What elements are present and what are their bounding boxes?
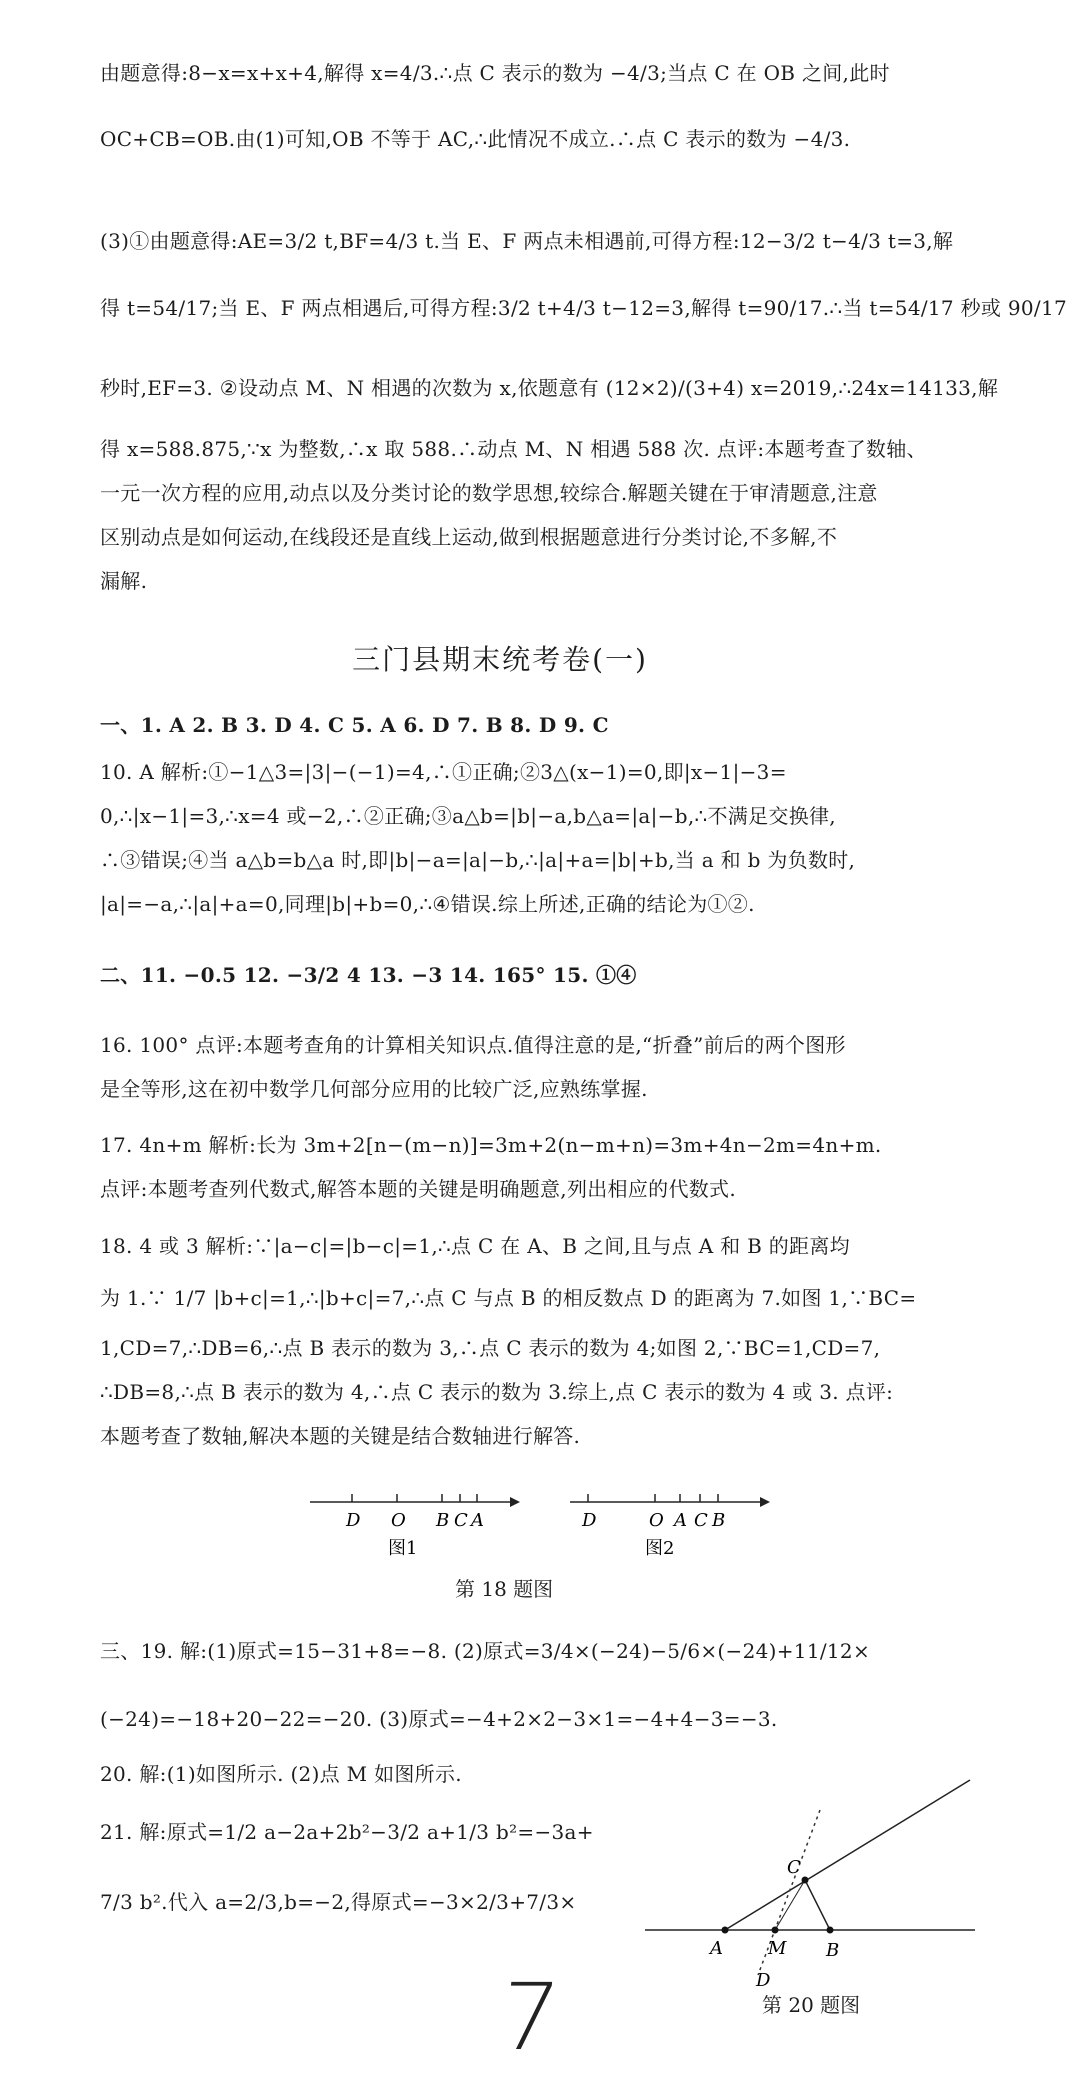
q18-line-2: 为 1.∵ 1/7 |b+c|=1,∴|b+c|=7,∴点 C 与点 B 的相反数点 D 的距离为 7.如图 1,∵BC= [100,1286,917,1310]
figure-20-caption: 第 20 题图 [762,1993,861,2017]
fig1-label-b: B [436,1510,450,1531]
q17-line-2: 点评:本题考查列代数式,解答本题的关键是明确题意,列出相应的代数式. [100,1177,737,1201]
prev-solution-line-7: 一元一次方程的应用,动点以及分类讨论的数学思想,较综合.解题关键在于审清题意,注意 [100,481,878,505]
point-c [802,1877,809,1884]
fig20-label-b: B [826,1940,840,1961]
fig1-label-o: O [391,1510,406,1531]
figure-20 [640,1770,980,1990]
fig2-label-c: C [694,1510,708,1531]
fig1-caption: 图1 [388,1538,418,1559]
q10-line-4: |a|=−a,∴|a|+a=0,同理|b|+b=0,∴④错误.综上所述,正确的结论为①②. [100,892,755,916]
fig2-label-d: D [582,1510,597,1531]
prev-solution-line-6: 得 x=588.875,∵x 为整数,∴x 取 588.∴动点 M、N 相遇 588 次. 点评:本题考查了数轴、 [100,437,927,461]
prev-solution-line-9: 漏解. [100,569,148,593]
q18-line-1: 18. 4 或 3 解析:∵|a−c|=|b−c|=1,∴点 C 在 A、B 之间,且与点 A 和 B 的距离均 [100,1234,850,1258]
q18-line-4: ∴DB=8,∴点 B 表示的数为 4,∴点 C 表示的数为 3.综上,点 C 表示的数为 4 或 3. 点评: [100,1380,894,1404]
fig20-label-c: C [787,1857,801,1878]
fig2-caption: 图2 [645,1538,675,1559]
fig2-label-b: B [712,1510,726,1531]
prev-solution-line-2: OC+CB=OB.由(1)可知,OB 不等于 AC,∴此情况不成立.∴点 C 表示的数为 −4/3. [100,127,851,151]
q21-line-1: 21. 解:原式=1/2 a−2a+2b²−3/2 a+1/3 b²=−3a+ [100,1820,594,1844]
fill-answers: 二、11. −0.5 12. −3/2 4 13. −3 14. 165° 15. ①④ [100,963,637,987]
prev-solution-line-1: 由题意得:8−x=x+x+4,解得 x=4/3.∴点 C 表示的数为 −4/3;当点 C 在 OB 之间,此时 [100,61,890,85]
page-number: 7 [494,1964,565,2071]
figure-18-caption: 第 18 题图 [455,1577,554,1601]
q21-line-2: 7/3 b².代入 a=2/3,b=−2,得原式=−3×2/3+7/3× [100,1890,577,1914]
q16-line-1: 16. 100° 点评:本题考查角的计算相关知识点.值得注意的是,“折叠”前后的两个图形 [100,1033,846,1057]
q19-line-1: 三、19. 解:(1)原式=15−31+8=−8. (2)原式=3/4×(−24)−5/6×(−24)+11/12× [100,1639,870,1663]
fig20-label-a: A [710,1938,723,1959]
ray-ac [725,1780,970,1930]
q10-line-1: 10. A 解析:①−1△3=|3|−(−1)=4,∴①正确;②3△(x−1)=0,即|x−1|−3= [100,760,787,784]
fig1-label-d: D [346,1510,361,1531]
fig20-label-d: D [756,1970,771,1991]
point-m [772,1927,779,1934]
number-line-2 [570,1494,770,1559]
fig1-label-a: A [471,1510,484,1531]
prev-solution-line-8: 区别动点是如何运动,在线段还是直线上运动,做到根据题意进行分类讨论,不多解,不 [100,525,838,549]
number-line-1 [310,1494,520,1559]
q17-line-1: 17. 4n+m 解析:长为 3m+2[n−(m−n)]=3m+2(n−m+n)=3m+4n−2m=4n+m. [100,1133,882,1157]
prev-solution-line-3: (3)①由题意得:AE=3/2 t,BF=4/3 t.当 E、F 两点未相遇前,可得方程:12−3/2 t−4/3 t=3,解 [100,229,954,253]
segment-cm [775,1880,805,1930]
q10-line-3: ∴③错误;④当 a△b=b△a 时,即|b|−a=|a|−b,∴|a|+a=|b|+b,当 a 和 b 为负数时, [100,848,856,872]
fig2-label-a: A [674,1510,687,1531]
prev-solution-line-4: 得 t=54/17;当 E、F 两点相遇后,可得方程:3/2 t+4/3 t−12=3,解得 t=90/17.∴当 t=54/17 秒或 90/17 [100,296,1067,320]
q20-line: 20. 解:(1)如图所示. (2)点 M 如图所示. [100,1762,462,1786]
section-title: 三门县期末统考卷(一) [352,643,648,676]
fig2-label-o: O [649,1510,664,1531]
point-b [827,1927,834,1934]
point-a [722,1927,729,1934]
segment-cb [805,1880,830,1930]
q16-line-2: 是全等形,这在初中数学几何部分应用的比较广泛,应熟练掌握. [100,1077,648,1101]
q18-line-3: 1,CD=7,∴DB=6,∴点 B 表示的数为 3,∴点 C 表示的数为 4;如图 2,∵BC=1,CD=7, [100,1336,881,1360]
q18-line-5: 本题考查了数轴,解决本题的关键是结合数轴进行解答. [100,1424,581,1448]
fig20-label-m: M [768,1938,787,1959]
prev-solution-line-5: 秒时,EF=3. ②设动点 M、N 相遇的次数为 x,依题意有 (12×2)/(3+4) x=2019,∴24x=14133,解 [100,376,999,400]
choice-answers: 一、1. A 2. B 3. D 4. C 5. A 6. D 7. B 8. D 9. C [100,713,609,737]
fig1-label-c: C [454,1510,468,1531]
q19-line-2: (−24)=−18+20−22=−20. (3)原式=−4+2×2−3×1=−4+4−3=−3. [100,1707,778,1731]
figure-18 [300,1480,780,1580]
q10-line-2: 0,∴|x−1|=3,∴x=4 或−2,∴②正确;③a△b=|b|−a,b△a=|a|−b,∴不满足交换律, [100,804,836,828]
